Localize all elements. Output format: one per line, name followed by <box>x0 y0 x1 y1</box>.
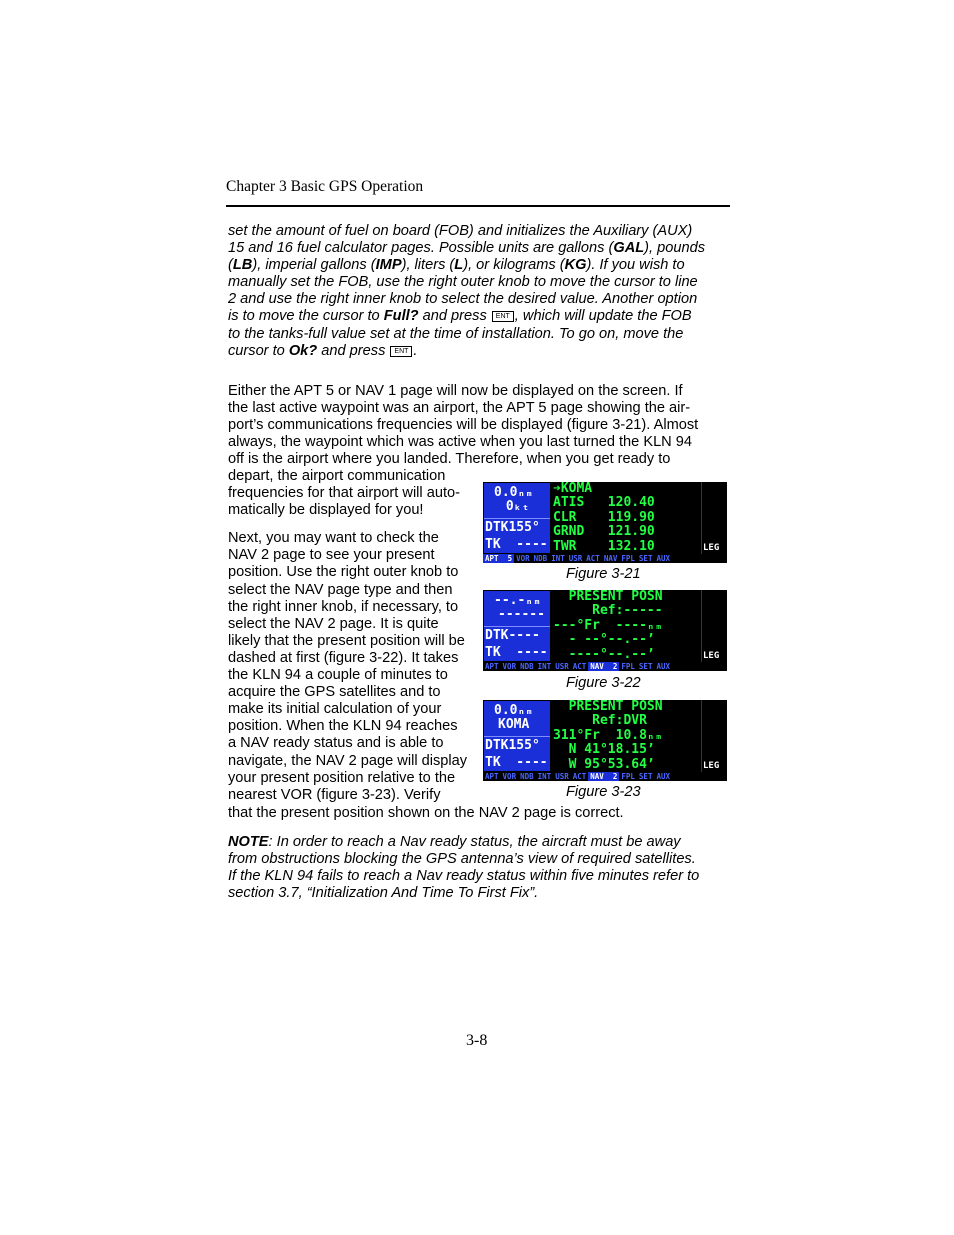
right-panel-line: TWR 132.10 <box>553 538 655 554</box>
text: cursor to <box>228 342 289 359</box>
text: : In order to reach a Nav ready status, the aircraft must be away <box>268 834 681 850</box>
right-panel-line: Ref:DVR <box>553 713 647 729</box>
page-tab: AUX <box>656 662 671 671</box>
body-line: port’s communications frequencies will be displayed (figure 3-21). Almost <box>228 417 699 434</box>
figure-caption: Figure 3-21 <box>566 566 641 582</box>
unit-imp: IMP <box>375 257 402 274</box>
text: ), liters ( <box>401 257 455 274</box>
mode-box <box>701 590 727 662</box>
note-line <box>228 834 729 851</box>
intro-line: 2 and use the right inner knob to select the desired value. Another option <box>228 291 698 308</box>
column-line: your present position relative to the <box>228 769 456 786</box>
ent-key-icon: ENT <box>492 311 514 322</box>
right-panel-line: ATIS 120.40 <box>553 495 655 511</box>
mode-box <box>701 700 727 772</box>
panel-divider <box>484 518 550 519</box>
body-line: off is the airport where you landed. Therefore, when you get ready to <box>228 451 671 468</box>
intro-line: manually set the FOB, use the right outer knob to move the cursor to line <box>228 274 698 291</box>
intro-line: set the amount of fuel on board (FOB) and initializes the Auxiliary (AUX) <box>228 223 693 239</box>
column-line: a NAV ready status and is able to <box>228 735 444 752</box>
column-line: dashed at first (figure 3-22). It takes <box>228 649 459 666</box>
column-line: NAV 2 page to see your present <box>228 547 435 564</box>
page-tab: NAV 2 <box>590 662 618 671</box>
page-tab: SET <box>638 554 653 563</box>
page-tab: VOR <box>516 554 530 563</box>
right-panel-line: N 41°18.15’ <box>553 742 655 758</box>
right-panel-line: W 95°53.64’ <box>553 756 655 772</box>
left-panel-value: DTK155° <box>485 738 540 753</box>
page-tab: NAV <box>603 554 618 563</box>
page-tab: ACT <box>572 662 587 671</box>
panel-divider <box>484 626 550 627</box>
unit-l: L <box>454 257 464 274</box>
gps-screen-figure-3-22 <box>483 590 727 670</box>
ok-option: Ok? <box>288 342 318 359</box>
left-panel-value: ------ <box>498 607 545 622</box>
left-panel-value: TK ---- <box>485 755 548 770</box>
column-line: nearest VOR (figure 3-23). Verify <box>228 786 441 803</box>
column-line: select the NAV page type and then <box>228 581 453 598</box>
note-line: section 3.7, “Initialization And Time To First Fix”. <box>228 885 539 902</box>
right-panel-line: PRESENT POSN <box>553 699 663 714</box>
figure-caption: Figure 3-23 <box>566 784 641 800</box>
page-tab: APT 5 <box>485 554 513 563</box>
column-line: select the NAV 2 page. It is quite <box>228 615 439 632</box>
text: . <box>413 342 418 359</box>
right-panel-line: CLR 119.90 <box>553 509 655 525</box>
page-tab: INT <box>551 554 565 563</box>
column-line: likely that the present position will be <box>228 632 465 649</box>
left-panel-value: TK ---- <box>485 645 548 660</box>
column-line: the right inner knob, if necessary, to <box>228 598 459 615</box>
note-paragraph <box>228 834 729 902</box>
intro-line <box>228 257 729 274</box>
text: ( <box>228 257 233 274</box>
page-type-tabs <box>483 554 727 563</box>
page-tab: INT <box>537 662 552 671</box>
column-line: depart, the airport communication <box>228 468 446 484</box>
right-panel-line: ----°--.--’ <box>553 646 655 662</box>
right-panel-line: - --°--.--’ <box>553 632 655 648</box>
note-line: If the KLN 94 fails to reach a Nav ready status within five minutes refer to <box>228 868 700 885</box>
right-data-panel <box>553 482 699 554</box>
left-data-panel <box>484 483 550 553</box>
page-tab: ACT <box>586 554 600 563</box>
right-panel-line: 311°Fr 10.8ₙₘ <box>553 727 663 743</box>
page-tab: NDB <box>520 772 534 781</box>
full-option: Full? <box>383 308 419 325</box>
right-data-panel <box>553 590 699 662</box>
page-tab: AUX <box>656 554 671 563</box>
ent-key-icon: ENT <box>390 346 412 357</box>
left-panel-value: 0.0ₙₘ <box>494 485 534 500</box>
page-number: 3-8 <box>466 1032 488 1049</box>
page-tab: SET <box>638 662 653 671</box>
text: , which will update the FOB <box>514 308 692 325</box>
page-tab: FPL <box>621 772 635 781</box>
spacer <box>228 519 478 530</box>
right-panel-line: GRND 121.90 <box>553 524 655 540</box>
column-line: position. When the KLN 94 reaches <box>228 718 458 735</box>
body-line: Either the APT 5 or NAV 1 page will now be displayed on the screen. If <box>228 383 683 399</box>
unit-lb: LB <box>232 257 253 274</box>
column-line: make its initial calculation of your <box>228 701 442 718</box>
unit-gal: GAL <box>613 240 645 257</box>
intro-line: to the tanks-full value set at the time of installation. To go on, move the <box>228 325 684 342</box>
body-line: the last active waypoint was an airport, the APT 5 page showing the air- <box>228 400 691 417</box>
left-panel-value: DTK155° <box>485 520 540 535</box>
page-tab: NDB <box>533 554 548 563</box>
column-line: the KLN 94 a couple of minutes to <box>228 667 448 684</box>
page-tab: ACT <box>572 772 587 781</box>
text: ), or kilograms ( <box>463 257 565 274</box>
column-line: navigate, the NAV 2 page will display <box>228 752 468 769</box>
right-data-panel <box>553 700 699 772</box>
left-data-panel <box>484 591 550 661</box>
left-panel-value: 0.0ₙₘ <box>494 703 534 718</box>
intro-line <box>228 240 729 257</box>
left-column <box>228 468 478 804</box>
left-panel-value: 0ₖₜ <box>498 499 530 514</box>
left-panel-value: --.-ₙₘ <box>494 593 541 608</box>
text: 15 and 16 fuel calculator pages. Possible units are gallons ( <box>228 240 614 257</box>
note-label: NOTE <box>228 834 269 850</box>
column-line: acquire the GPS satellites and to <box>228 684 441 701</box>
left-panel-value: DTK---- <box>485 628 540 643</box>
text: and press <box>317 342 390 359</box>
page-tab: NAV 2 <box>590 772 618 781</box>
column-line: position. Use the right outer knob to <box>228 564 459 581</box>
page-header <box>226 178 730 207</box>
text: ), imperial gallons ( <box>252 257 376 274</box>
leg-mode-label: LEG <box>703 761 720 771</box>
text: and press <box>418 308 491 325</box>
page-tab: FPL <box>621 554 635 563</box>
right-panel-line: Ref:----- <box>553 603 663 619</box>
gps-screen-figure-3-23 <box>483 700 727 780</box>
column-line: frequencies for that airport will auto- <box>228 485 460 502</box>
page-tab: USR <box>555 662 569 671</box>
right-panel-line: ---°Fr ----ₙₘ <box>553 617 663 633</box>
leg-mode-label: LEG <box>703 651 720 661</box>
leg-mode-label: LEG <box>703 543 720 553</box>
page-tab: FPL <box>621 662 635 671</box>
column-line: matically be displayed for you! <box>228 502 424 519</box>
unit-kg: KG <box>564 257 587 274</box>
right-panel-line: ➔KOMA <box>553 481 593 496</box>
gps-screen-figure-3-21 <box>483 482 727 562</box>
page-tab: INT <box>537 772 552 781</box>
figure-caption: Figure 3-22 <box>566 675 641 691</box>
mode-box <box>701 482 727 554</box>
left-data-panel <box>484 701 550 771</box>
page-tab: USR <box>568 554 583 563</box>
page-tab: APT <box>485 772 499 781</box>
page-tab: SET <box>638 772 653 781</box>
body-paragraph <box>228 383 729 468</box>
left-panel-value: KOMA <box>498 717 530 732</box>
page-type-tabs <box>483 662 727 671</box>
page-tab: APT <box>485 662 499 671</box>
column-line: Next, you may want to check the <box>228 530 439 547</box>
intro-line <box>228 343 729 360</box>
left-panel-value: TK ---- <box>485 537 548 552</box>
text: ). If you wish to <box>586 257 685 274</box>
page-tab: NDB <box>520 662 534 671</box>
page-tab: VOR <box>502 662 517 671</box>
page-tab: VOR <box>502 772 517 781</box>
body-line: always, the waypoint which was active when you last turned the KLN 94 <box>228 434 693 451</box>
text: is to move the cursor to <box>228 308 384 325</box>
page-type-tabs <box>483 772 727 781</box>
right-panel-line: PRESENT POSN <box>553 589 663 604</box>
page-tab: USR <box>555 772 569 781</box>
note-line: from obstructions blocking the GPS antenna’s view of required satellites. <box>228 851 696 868</box>
intro-paragraph <box>228 223 729 360</box>
panel-divider <box>484 736 550 737</box>
text: ), pounds <box>644 240 706 257</box>
page-tab: AUX <box>656 772 671 781</box>
chapter-title: Chapter 3 Basic GPS Operation <box>226 178 424 195</box>
intro-line <box>228 308 729 325</box>
after-column-line: that the present position shown on the NAV 2 page is correct. <box>228 805 624 821</box>
